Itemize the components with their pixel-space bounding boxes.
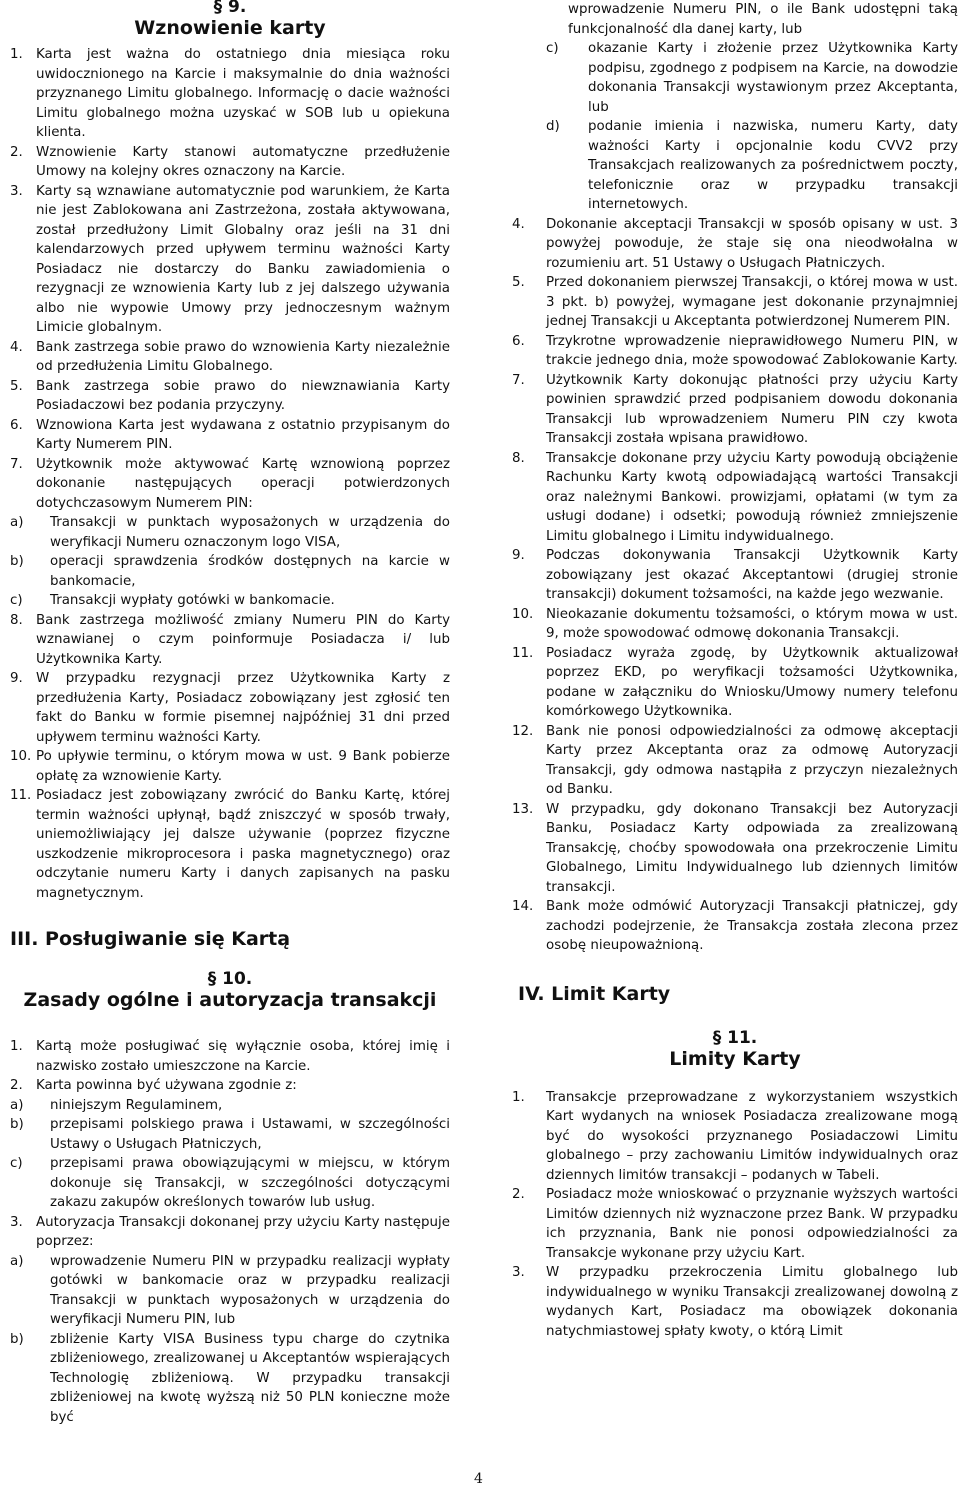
item-number: 4. bbox=[10, 339, 23, 355]
item-number: 5. bbox=[512, 275, 525, 290]
item-number: 11. bbox=[10, 788, 32, 803]
section-11-list bbox=[512, 1088, 958, 1342]
item-text: wprowadzenie Numeru PIN w przypadku realizacji wypłaty gotówki w bankomacie oraz w przypadku realizacji Transakcji w punktach wyposażonych w urządzenia do weryfikacji Numeru PIN, lub bbox=[50, 1253, 450, 1327]
item-text: Bank zastrzega możliwość zmiany Numeru PIN do Karty wznawianej o czym poinformuje Posiadacza i/ lub Użytkownika Karty. bbox=[36, 612, 450, 667]
section-9-item7-subitems bbox=[10, 513, 450, 611]
item-number: 7. bbox=[512, 372, 525, 388]
sub-item bbox=[10, 513, 450, 552]
list-item bbox=[512, 605, 958, 644]
item-text: Posiadacz jest zobowiązany zwrócić do Banku Kartę, której termin ważności upłynął, bądź zniszczyć w sposób trwały, uniemożliwiający jej dalsze używanie (poprzez fizyczne uszkodzenie mikroprocesora i paska magnetycznego) oraz odczytanie numeru Karty i danych zapisanych na pasku magnetycznym. bbox=[36, 788, 450, 901]
item-number: b) bbox=[10, 554, 24, 569]
section-10-item-3 bbox=[10, 1213, 450, 1252]
list-item bbox=[10, 786, 450, 903]
item-text: W przypadku rezygnacji przez Użytkownika Karty z przedłużenia Karty, Posiadacz zobowiązany jest zgłosić ten fakt do Banku w formie pisemnej najpóźniej 31 dni przed upływem terminu ważności Karty. bbox=[36, 671, 450, 745]
list-item bbox=[10, 182, 450, 338]
sub-item bbox=[512, 39, 958, 117]
item-text: operacji sprawdzenia środków dostępnych na karcie w bankomacie, bbox=[50, 554, 450, 589]
item-number: 3. bbox=[512, 1265, 525, 1280]
item-text: Nieokazanie dokumentu tożsamości, o którym mowa w ust. 9, może spowodować odmowę dokonania Transakcji. bbox=[546, 606, 958, 641]
item-number: 9. bbox=[512, 548, 525, 563]
item-text: Wznowienie Karty stanowi automatyczne przedłużenie Umowy na kolejny okres oznaczony na Karcie. bbox=[36, 144, 450, 179]
list-item bbox=[512, 449, 958, 547]
section-10-list-continued bbox=[512, 215, 958, 956]
section-10-title: Zasady ogólne i autoryzacja transakcji bbox=[23, 989, 437, 1011]
item-text: Autoryzacja Transakcji dokonanej przy użyciu Karty następuje poprzez: bbox=[36, 1214, 450, 1249]
item-text: Transakcje przeprowadzane z wykorzystaniem wszystkich Kart wydanych na wniosek Posiadacza zrealizowane mogą być do wysokości przyznanego Posiadaczowi Limitu globalnego – przy zachowaniu Limitów indywidualnych oraz dziennych limitów transakcji – podanych w Tabeli. bbox=[546, 1089, 958, 1183]
item-number: a) bbox=[10, 515, 24, 530]
item-number: c) bbox=[546, 41, 559, 56]
sub-item bbox=[10, 1154, 450, 1213]
list-item bbox=[10, 338, 450, 377]
item-number: 4. bbox=[512, 216, 525, 232]
item-text: przepisami polskiego prawa i Ustawami, w szczególności Ustawy o Usługach Płatniczych, bbox=[50, 1117, 450, 1152]
item-text: Bank zastrzega sobie prawo do wznowienia Karty niezależnie od przedłużenia Limitu Globalnego. bbox=[36, 339, 450, 374]
section-10-item-2-subitems bbox=[10, 1096, 450, 1213]
list-item bbox=[512, 800, 958, 898]
item-number: 8. bbox=[10, 612, 23, 628]
item-number: 6. bbox=[512, 333, 525, 349]
item-text: Użytkownik Karty dokonując płatności przy użyciu Karty powinien sprawdzić przed podpisaniem dowodu dokonania Transakcji lub wprowadzeniem Numeru PIN czy kwota Transakcji została wpisana prawidłowo. bbox=[546, 372, 958, 446]
item-text: Wznowiona Karta jest wydawana z ostatnio przypisanym do Karty Numerem PIN. bbox=[36, 417, 450, 452]
item-text: Bank może odmówić Autoryzacji Transakcji płatniczej, gdy zachodzi podejrzenie, że Transakcja została zlecona przez osobę nieupoważnioną. bbox=[546, 899, 958, 953]
list-item bbox=[10, 143, 450, 182]
item-text: zbliżenie Karty VISA Business typu charge do czytnika zbliżeniowego, zrealizowanej u Akceptantów wspierających Technologię zbliżeniową. W przypadku transakcji zbliżeniowej na kwotę wyższą niż 50 PLN konieczne może być bbox=[50, 1331, 450, 1425]
list-item bbox=[512, 371, 958, 449]
item-number: 3. bbox=[10, 1214, 23, 1230]
section-10-item-2 bbox=[10, 1076, 450, 1096]
item-number: 2. bbox=[10, 144, 23, 160]
item-text: W przypadku przekroczenia Limitu globalnego lub indywidualnego w wyniku Transakcji zrealizowanej dowolną z wydanych Kart, Posiadacz ma obowiązek dokonania natychmiastowej spłaty kwoty, o którą Limit bbox=[546, 1265, 958, 1339]
section-10-item-1 bbox=[10, 1037, 450, 1076]
item-text: Przed dokonaniem pierwszej Transakcji, o której mowa w ust. 3 pkt. b) powyżej, wymagane jest dokonanie przynajmniej jednej Transakcji u Akceptanta potwierdzonej Numerem PIN. bbox=[546, 275, 958, 329]
section-10-number: § 10. bbox=[207, 969, 253, 989]
continued-subitems bbox=[512, 39, 958, 215]
item-number: b) bbox=[10, 1117, 24, 1132]
sub-item bbox=[512, 117, 958, 215]
right-column bbox=[512, 0, 958, 1341]
list-item bbox=[512, 1263, 958, 1341]
item-text: Bank nie ponosi odpowiedzialności za odmowę akceptacji Karty przez Akceptanta oraz za odmowę Autoryzacji Transakcji, gdy odmowa nastąpiła z przyczyn niezależnych od Banku. bbox=[546, 723, 958, 797]
item-number: 11. bbox=[512, 645, 534, 661]
item-text: Posiadacz może wnioskować o przyznanie wyższych wartości Limitów dziennych niż wyznaczone przez Bank. W przypadku ich przyznania, Bank nie ponosi odpowiedzialności za Transakcje wykonane przy użyciu Kart. bbox=[546, 1187, 958, 1261]
item-text: Posiadacz wyraża zgodę, by Użytkownik aktualizował poprzez EKD, po weryfikacji tożsamości Użytkownika, podane w załączniku do Wniosku/Umowy numery telefonu komórkowego Użytkownika. bbox=[546, 645, 958, 719]
part-3-title: III. Posługiwanie się Kartą bbox=[10, 928, 291, 950]
item-text: okazanie Karty i złożenie przez Użytkownika Karty podpisu, zgodnego z podpisem na Karcie, na dowodzie dokonania Transakcji wystawionym przez Akceptanta, lub bbox=[588, 41, 958, 115]
item-number: 10. bbox=[512, 606, 534, 622]
list-item bbox=[10, 611, 450, 670]
item-text: Kartą może posługiwać się wyłącznie osoba, której imię i nazwisko zostało umieszczone na Karcie. bbox=[36, 1039, 450, 1074]
item-text: Karta powinna być używana zgodnie z: bbox=[36, 1078, 297, 1093]
part-4-title: IV. Limit Karty bbox=[518, 982, 671, 1005]
item-number: 14. bbox=[512, 899, 534, 914]
item-number: 2. bbox=[512, 1187, 525, 1202]
item-number: 10. bbox=[10, 749, 32, 764]
list-item bbox=[512, 1088, 958, 1186]
item-text: Podczas dokonywania Transakcji Użytkownik Karty zobowiązany jest okazać Akceptantowi (drugiej stronie transakcji) dokument tożsamości, na każde jego wezwanie. bbox=[546, 548, 958, 602]
list-item bbox=[512, 1185, 958, 1263]
item-number: c) bbox=[10, 593, 23, 608]
item-text: Użytkownik może aktywować Kartę wznowioną poprzez dokonanie następujących operacji potwierdzonych dotychczasowym Numerem PIN: bbox=[36, 456, 450, 511]
section-11-title: Limity Karty bbox=[669, 1047, 801, 1070]
item-text: W przypadku, gdy dokonano Transakcji bez Autoryzacji Banku, Posiadacz Karty odpowiada za zrealizowaną Transakcję, choćby spowodowała ona przekroczenie Limitu Globalnego, Limitu Indywidualnego lub dziennych limitów transakcji. bbox=[546, 801, 958, 895]
list-item bbox=[512, 215, 958, 274]
section-10-item-3-subitems bbox=[10, 1252, 450, 1428]
list-item bbox=[10, 747, 450, 786]
list-item bbox=[512, 644, 958, 722]
sub-item bbox=[10, 1252, 450, 1330]
item-number: 1. bbox=[10, 1039, 23, 1054]
item-text: Karta jest ważna do ostatniego dnia miesiąca roku uwidocznionego na Karcie i maksymalnie do dnia ważności przyznanego Limitu globalnego. Informację o dacie ważności Limitu globalnego można uzyskać w SOB lub u opiekuna klienta. bbox=[36, 47, 450, 140]
section-9-number: § 9. bbox=[213, 0, 247, 17]
item-number: 5. bbox=[10, 378, 23, 394]
item-number: a) bbox=[10, 1253, 24, 1269]
item-number: 2. bbox=[10, 1078, 23, 1093]
item-number: b) bbox=[10, 1331, 24, 1347]
list-item bbox=[10, 45, 450, 143]
item-text: Po upływie terminu, o którym mowa w ust. 9 Bank pobierze opłatę za wznowienie Karty. bbox=[36, 749, 450, 784]
section-9-list-continued bbox=[10, 611, 450, 904]
item-number: 7. bbox=[10, 456, 23, 472]
item-number: 1. bbox=[10, 47, 23, 62]
item-text: przepisami prawa obowiązującymi w miejscu, w którym dokonuje się Transakcji, w szczególności dotyczącymi zakazu zakupów określonych towarów lub usług. bbox=[50, 1156, 450, 1210]
item-text: podanie imienia i nazwiska, numeru Karty, daty ważności Karty i opcjonalnie kodu CVV2 przy Transakcjach realizowanych za pośrednictwem poczty, telefonicznie oraz w przypadku transakcji internetowych. bbox=[588, 119, 958, 212]
item-number: 3. bbox=[10, 183, 23, 199]
item-number: 1. bbox=[512, 1089, 525, 1105]
list-item bbox=[512, 546, 958, 605]
item-text: niniejszym Regulaminem, bbox=[50, 1097, 223, 1113]
item-number: 6. bbox=[10, 417, 23, 433]
item-number: a) bbox=[10, 1097, 24, 1113]
item-number: 8. bbox=[512, 450, 525, 466]
item-text: Trzykrotne wprowadzenie nieprawidłowego Numeru PIN, w trakcie jednego dnia, może spowodować Zablokowanie Karty. bbox=[546, 333, 958, 368]
sub-item bbox=[10, 591, 450, 611]
item-number: 13. bbox=[512, 801, 534, 817]
item-text: Transakcje dokonane przy użyciu Karty powodują obciążenie Rachunku Karty kwotą odpowiadającą wartości Transakcji oraz należnymi Bankowi. prowizjami, opłatami (w tym za usługi dodane) i odsetki; powodują również zmniejszenie Limitu globalnego i Limitu indywidualnego. bbox=[546, 450, 958, 544]
list-item bbox=[10, 455, 450, 514]
item-text: Transakcji w punktach wyposażonych w urządzenia do weryfikacji Numeru oznaczonym logo VISA, bbox=[50, 515, 450, 550]
item-number: 12. bbox=[512, 723, 534, 739]
section-9-title: Wznowienie karty bbox=[134, 17, 326, 39]
continued-text: wprowadzenie Numeru PIN, o ile Bank udostępni taką funkcjonalność dla danej karty, lub bbox=[568, 2, 958, 37]
list-item bbox=[512, 722, 958, 800]
sub-item bbox=[10, 1330, 450, 1428]
left-column bbox=[10, 0, 450, 1427]
item-text: Transakcji wypłaty gotówki w bankomacie. bbox=[50, 593, 335, 608]
list-item bbox=[512, 332, 958, 371]
item-number: d) bbox=[546, 119, 560, 134]
item-number: 9. bbox=[10, 671, 23, 686]
list-item bbox=[10, 377, 450, 416]
sub-item bbox=[10, 1115, 450, 1154]
item-text: Karty są wznawiane automatycznie pod warunkiem, że Karta nie jest Zablokowana ani Zastrzeżona, została aktywowana, został przedłużony Limit Globalny oraz jeśli na 31 dni kalendarzowych przed upływem terminu ważności Karty Posiadacz nie dostarczy do Banku zawiadomienia o rezygnacji ze wznowienia Karty lub z jej dalszego używania albo nie wypowie Umowy przy jednoczesnym ważnym Limicie globalnym. bbox=[36, 183, 450, 335]
list-item bbox=[10, 416, 450, 455]
item-number: c) bbox=[10, 1156, 23, 1171]
sub-item bbox=[10, 552, 450, 591]
item-text: Dokonanie akceptacji Transakcji w sposób opisany w ust. 3 powyżej powoduje, że staje się ona nieodwołalna w rozumieniu art. 51 Ustawy o Usługach Płatniczych. bbox=[546, 216, 958, 271]
item-text: Bank zastrzega sobie prawo do niewznawiania Karty Posiadaczowi bez podania przyczyny. bbox=[36, 378, 450, 413]
section-9-list bbox=[10, 45, 450, 513]
sub-item bbox=[10, 1096, 450, 1116]
page-number: 4 bbox=[474, 1471, 483, 1487]
list-item bbox=[10, 669, 450, 747]
list-item bbox=[512, 897, 958, 956]
section-11-number: § 11. bbox=[712, 1027, 758, 1048]
list-item bbox=[512, 273, 958, 332]
